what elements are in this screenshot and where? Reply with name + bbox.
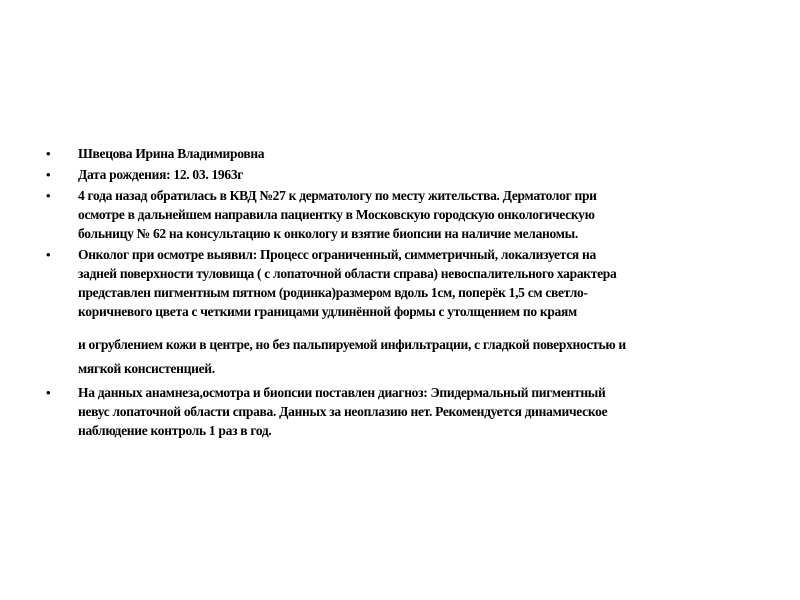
text-line: На данных анамнеза,осмотра и биопсии поставлен диагноз: Эпидермальный пигментный <box>78 385 606 400</box>
bullet-icon: • <box>46 167 51 182</box>
text-line: осмотре в дальнейшем направила пациентку в Московскую городскую онкологическую <box>78 207 595 222</box>
list-item-oncologist-exam <box>44 245 764 381</box>
list-item-diagnosis <box>44 383 764 440</box>
text-line: невус лопаточной области справа. Данных за неоплазию нет. Рекомендуется динамическое <box>78 404 608 419</box>
bullet-icon: • <box>46 188 51 203</box>
text-line: задней поверхности туловища ( с лопаточной области справа) невоспалительного характера <box>78 266 617 281</box>
list-item-history <box>44 186 764 243</box>
text-line: представлен пигментным пятном (родинка)размером вдоль 1см, поперёк 1,5 см светло- <box>78 285 588 300</box>
text-line: больницу № 62 на консультацию к онкологу и взятие биопсии на наличие меланомы. <box>78 226 578 241</box>
bullet-icon: • <box>46 247 51 262</box>
text-line: Онколог при осмотре выявил: Процесс ограниченный, симметричный, локализуется на <box>78 247 596 262</box>
text-line: Швецова Ирина Владимировна <box>78 146 265 161</box>
bullet-icon: • <box>46 385 51 400</box>
text-line: коричневого цвета с четкими границами удлинённой формы с утолщением по краям <box>78 304 577 319</box>
text-line: и огрублением кожи в центре, но без пальпируемой инфильтрации, с гладкой поверхностью и <box>78 337 626 352</box>
bullet-icon: • <box>46 146 51 161</box>
text-line: Дата рождения: 12. 03. 1963г <box>78 167 244 182</box>
list-item-birth-date <box>44 165 764 184</box>
text-line: мягкой консистенцией. <box>78 361 215 376</box>
text-line: 4 года назад обратилась в КВД №27 к дерматологу по месту жительства. Дерматолог при <box>78 188 597 203</box>
text-line: наблюдение контроль 1 раз в год. <box>78 423 272 438</box>
bullet-list <box>44 144 764 442</box>
list-item-patient-name <box>44 144 764 163</box>
